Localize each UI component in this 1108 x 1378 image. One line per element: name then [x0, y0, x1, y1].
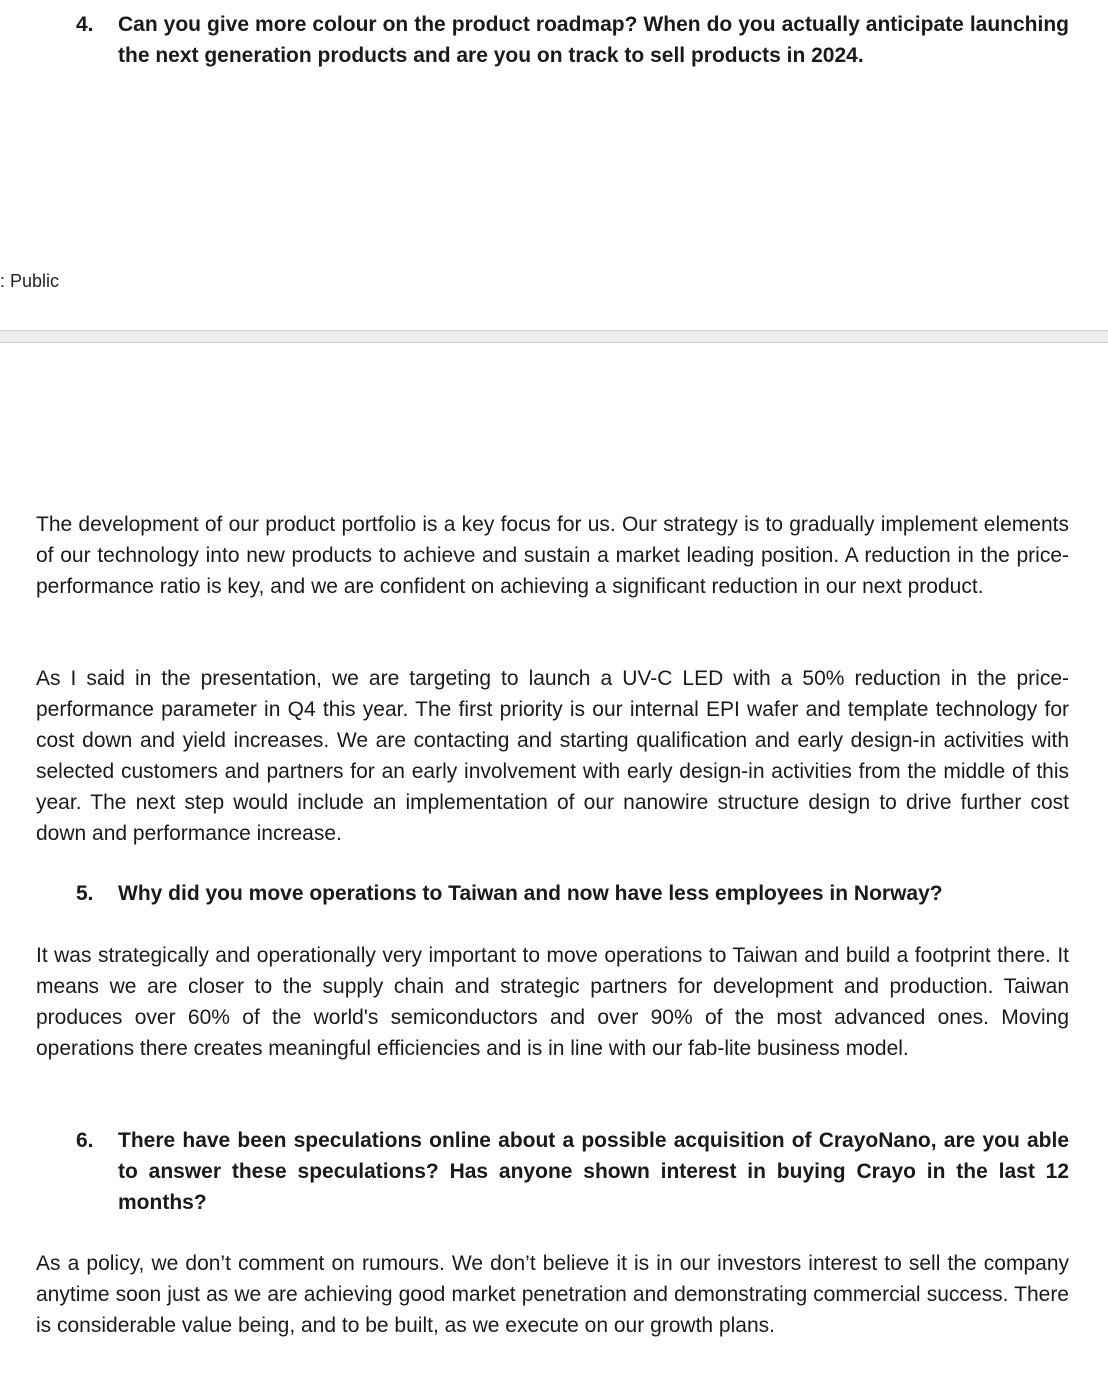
answer-4-paragraph-1: The development of our product portfolio is a key focus for us. Our strategy is to gradually implement elements of our technology into new products to achieve and sustain a market leading position. A reduction in the price-performance ratio is key, and we are confident on achieving a significant reduction in our next product.: [36, 513, 1069, 598]
question-text: Can you give more colour on the product roadmap? When do you actually anticipate launching the next generation products and are you on track to sell products in 2024.: [118, 13, 1069, 67]
question-text: There have been speculations online about a possible acquisition of CrayoNano, are you able to answer these speculations? Has anyone shown interest in buying Crayo in the last 12 months?: [118, 1129, 1069, 1214]
page-separator: [0, 330, 1108, 343]
page-top: [0, 0, 1108, 330]
question-4: [76, 9, 1069, 71]
page-bottom: [0, 343, 1108, 1378]
question-number: 5.: [76, 882, 94, 905]
answer-5-paragraph-1: It was strategically and operationally very important to move operations to Taiwan and build a footprint there. It means we are closer to the supply chain and strategic partners for development and production. Taiwan produces over 60% of the world's semiconductors and over 90% of the most advanced ones. Moving operations there creates meaningful efficiencies and is in line with our fab-lite business model.: [36, 944, 1069, 1060]
question-5: [76, 878, 1069, 909]
question-number: 6.: [76, 1129, 94, 1152]
question-6: [76, 1125, 1069, 1218]
answer-6-paragraph-1: As a policy, we don’t comment on rumours. We don’t believe it is in our investors interest to sell the company anytime soon just as we are achieving good market penetration and demonstrating commercial success. There is considerable value being, and to be built, as we execute on our growth plans.: [36, 1252, 1069, 1337]
classification-label: : Public: [0, 271, 60, 291]
question-number: 4.: [76, 13, 94, 36]
answer-4-paragraph-2: As I said in the presentation, we are targeting to launch a UV-C LED with a 50% reduction in the price-performance parameter in Q4 this year. The first priority is our internal EPI wafer and template technology for cost down and yield increases. We are contacting and starting qualification and early design-in activities with selected customers and partners for an early involvement with early design-in activities from the middle of this year. The next step would include an implementation of our nanowire structure design to drive further cost down and performance increase.: [36, 667, 1069, 845]
question-text: Why did you move operations to Taiwan and now have less employees in Norway?: [118, 882, 943, 905]
